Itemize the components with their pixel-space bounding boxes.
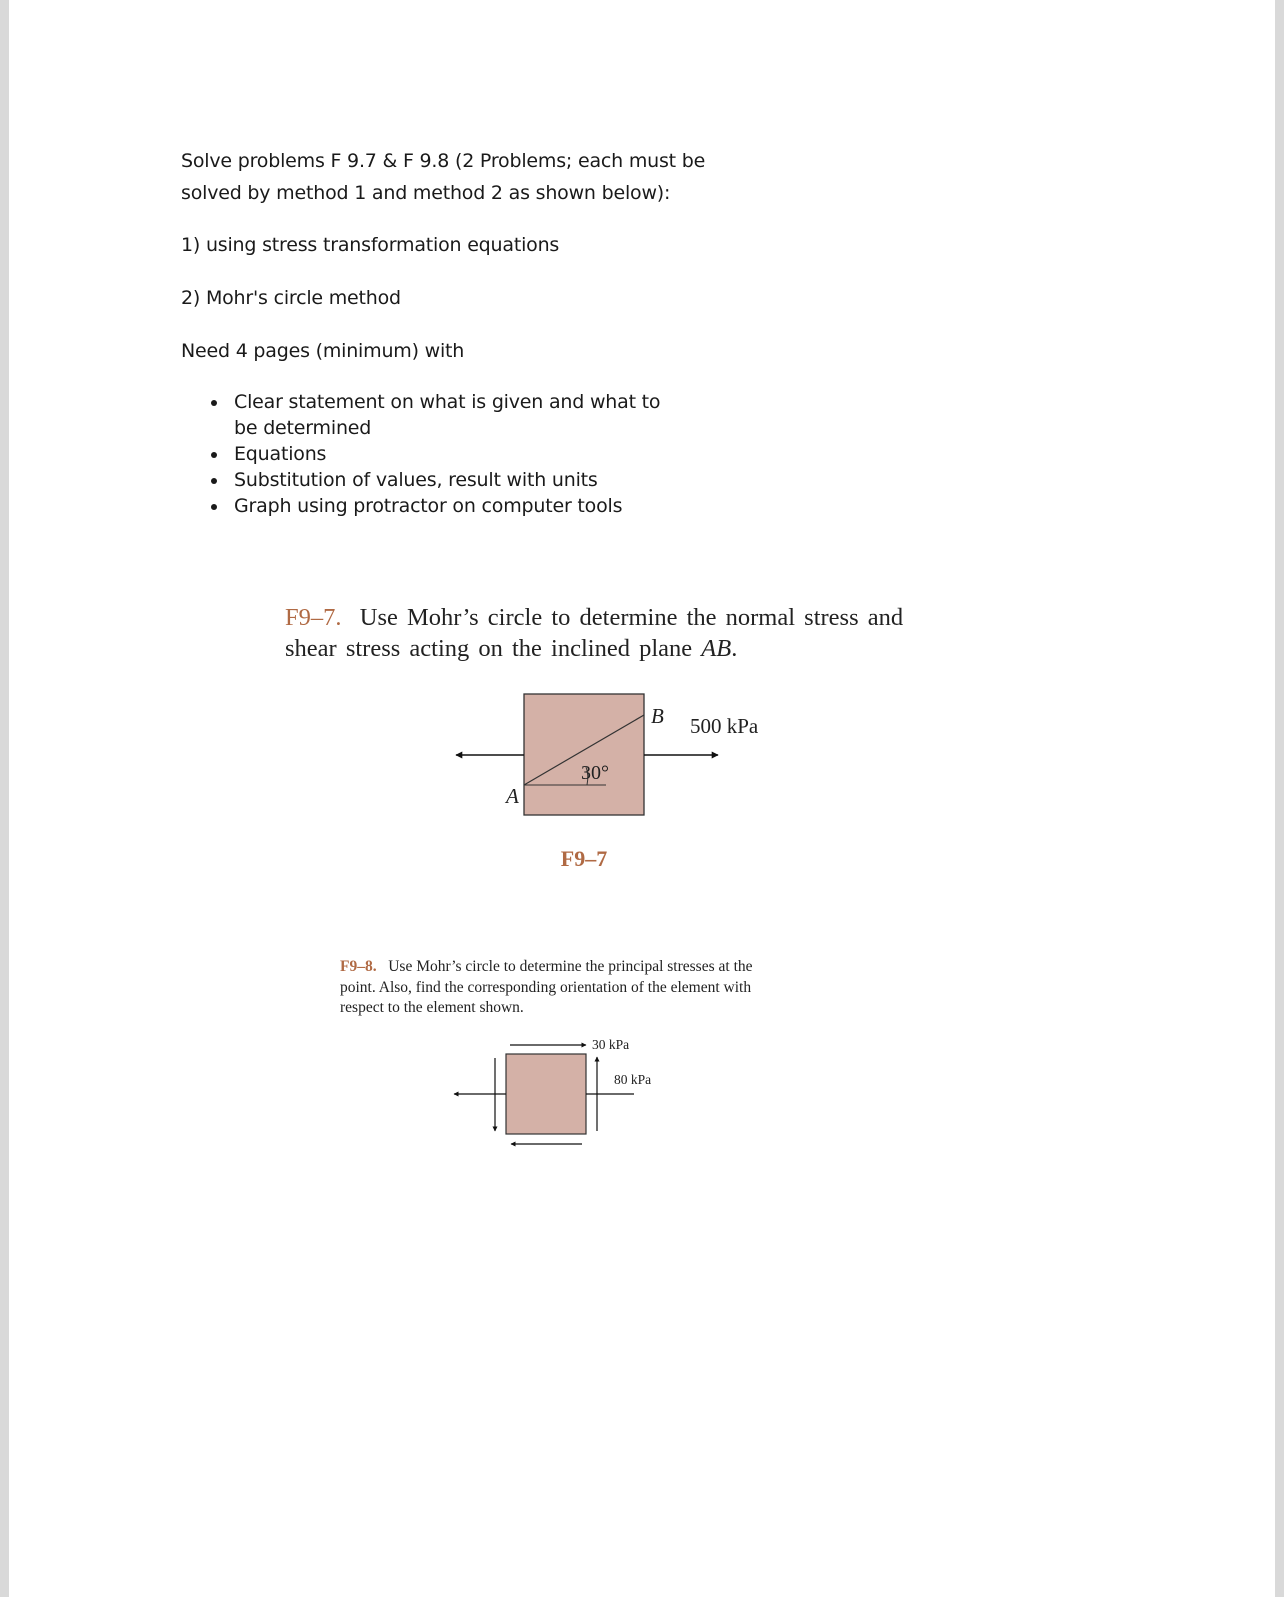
problem-f9-8-statement bbox=[340, 957, 790, 1019]
figure-f9-7 bbox=[440, 685, 800, 885]
list-item: Substitution of values, result with units bbox=[207, 467, 674, 493]
list-item: Equations bbox=[207, 441, 674, 467]
right-frame-edge bbox=[1275, 0, 1284, 1597]
figure-caption: F9–7 bbox=[560, 846, 608, 871]
statement-period: . bbox=[731, 635, 738, 662]
intro-line-1: Solve problems F 9.7 & F 9.8 (2 Problems; each must be bbox=[181, 150, 706, 172]
problem-f9-8-text: Use Mohr’s circle to determine the principal stresses at the point. Also, find the corresponding orientation of the element with respect to the element shown. bbox=[340, 958, 753, 1016]
requirements-list bbox=[207, 389, 674, 519]
angle-label: 30° bbox=[581, 762, 609, 784]
list-item: Clear statement on what is given and what to be determined bbox=[207, 389, 674, 441]
method-2: 2) Mohr's circle method bbox=[181, 287, 401, 309]
problem-f9-7-text: Use Mohr’s circle to determine the normal stress and shear stress acting on the inclined plane bbox=[285, 604, 904, 662]
problem-f9-8-number: F9–8. bbox=[340, 958, 377, 975]
plane-label: AB bbox=[701, 635, 732, 662]
list-item: Graph using protractor on computer tools bbox=[207, 493, 674, 519]
stress-element bbox=[506, 1054, 586, 1134]
problem-f9-7-number: F9–7. bbox=[285, 604, 342, 631]
normal-stress-label: 80 kPa bbox=[614, 1072, 652, 1087]
label-b: B bbox=[651, 704, 664, 728]
figure-f9-8 bbox=[450, 1030, 690, 1155]
method-1: 1) using stress transformation equations bbox=[181, 234, 560, 256]
stress-element bbox=[524, 694, 644, 815]
requirements-heading: Need 4 pages (minimum) with bbox=[181, 340, 465, 362]
intro-line-2: solved by method 1 and method 2 as shown below): bbox=[181, 182, 671, 204]
problem-f9-7-statement bbox=[285, 602, 945, 664]
stress-label: 500 kPa bbox=[690, 714, 759, 738]
shear-stress-label: 30 kPa bbox=[592, 1037, 630, 1052]
left-frame-edge bbox=[0, 0, 9, 1597]
label-a: A bbox=[506, 784, 519, 808]
